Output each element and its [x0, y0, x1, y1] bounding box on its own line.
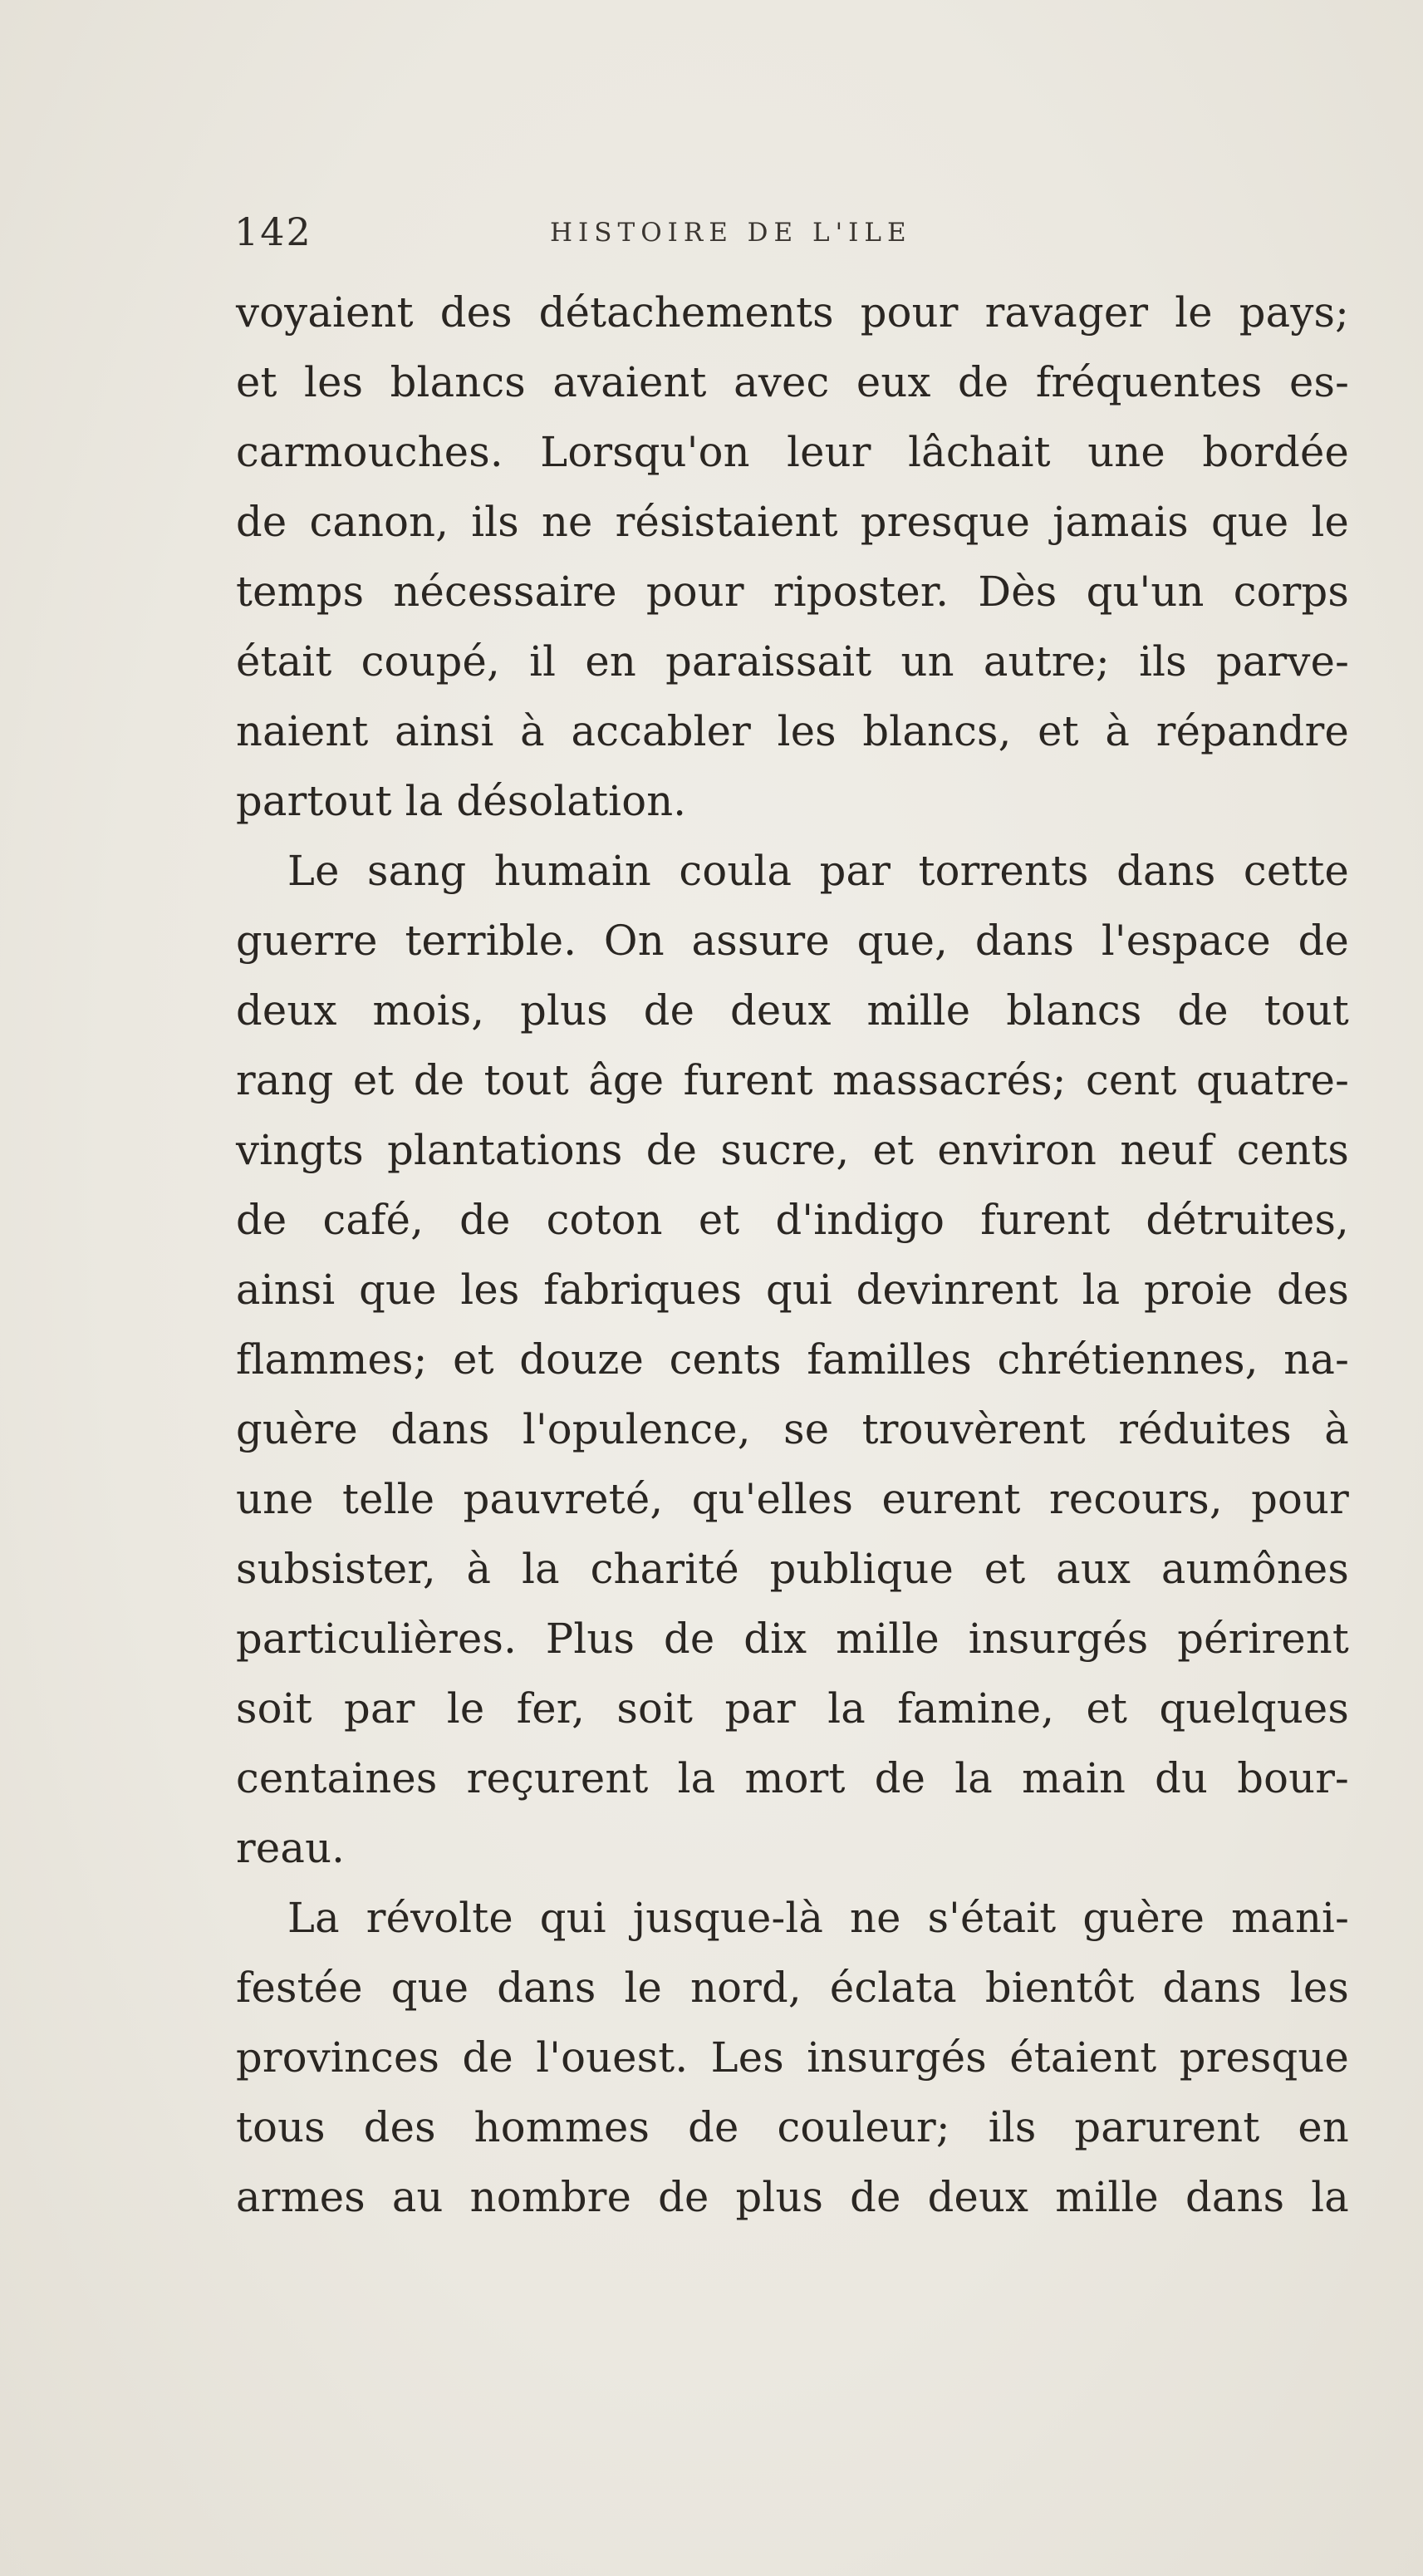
- paragraph-start-line: Le sang humain coula par torrents dans cette: [287, 847, 1349, 895]
- text-line: provinces de l'ouest. Les insurgés étaient presque: [236, 2033, 1349, 2082]
- text-line: guerre terrible. On assure que, dans l'espace de: [236, 917, 1349, 965]
- text-line: était coupé, il en paraissait un autre; ils parve-: [236, 637, 1349, 686]
- text-line: flammes; et douze cents familles chrétiennes, na-: [236, 1335, 1349, 1384]
- text-line: tous des hommes de couleur; ils parurent en: [236, 2103, 1349, 2151]
- paragraph-start-line: La révolte qui jusque-là ne s'était guère mani-: [287, 1894, 1349, 1942]
- text-line: une telle pauvreté, qu'elles eurent recours, pour: [236, 1475, 1349, 1523]
- text-line: temps nécessaire pour riposter. Dès qu'un corps: [236, 568, 1349, 616]
- text-line: de café, de coton et d'indigo furent détruites,: [236, 1196, 1349, 1244]
- page-header: [234, 209, 1372, 259]
- text-line: carmouches. Lorsqu'on leur lâchait une bordée: [236, 428, 1349, 476]
- text-line: rang et de tout âge furent massacrés; cent quatre-: [236, 1056, 1349, 1104]
- text-line: armes au nombre de plus de deux mille dans la: [236, 2173, 1349, 2221]
- text-line: naient ainsi à accabler les blancs, et à répandre: [236, 707, 1349, 755]
- text-line: voyaient des détachements pour ravager le pays;: [236, 288, 1349, 337]
- text-line: particulières. Plus de dix mille insurgés périrent: [236, 1615, 1349, 1663]
- text-line: de canon, ils ne résistaient presque jamais que le: [236, 498, 1349, 546]
- page-number: 142: [234, 209, 312, 254]
- paragraph-end-line: reau.: [236, 1824, 346, 1872]
- body-text: [236, 278, 1349, 2232]
- text-line: soit par le fer, soit par la famine, et quelques: [236, 1684, 1349, 1733]
- text-line: deux mois, plus de deux mille blancs de tout: [236, 986, 1349, 1035]
- text-line: vingts plantations de sucre, et environ neuf cents: [236, 1126, 1349, 1174]
- running-head: HISTOIRE DE L'ILE: [550, 218, 912, 248]
- text-line: festée que dans le nord, éclata bientôt dans les: [236, 1964, 1349, 2012]
- text-line: centaines reçurent la mort de la main du bour-: [236, 1754, 1349, 1802]
- paragraph-end-line: partout la désolation.: [236, 777, 687, 825]
- text-line: et les blancs avaient avec eux de fréquentes es-: [236, 358, 1349, 406]
- text-line: subsister, à la charité publique et aux aumônes: [236, 1545, 1349, 1593]
- text-line: ainsi que les fabriques qui devinrent la proie des: [236, 1266, 1349, 1314]
- text-line: guère dans l'opulence, se trouvèrent réduites à: [236, 1405, 1349, 1453]
